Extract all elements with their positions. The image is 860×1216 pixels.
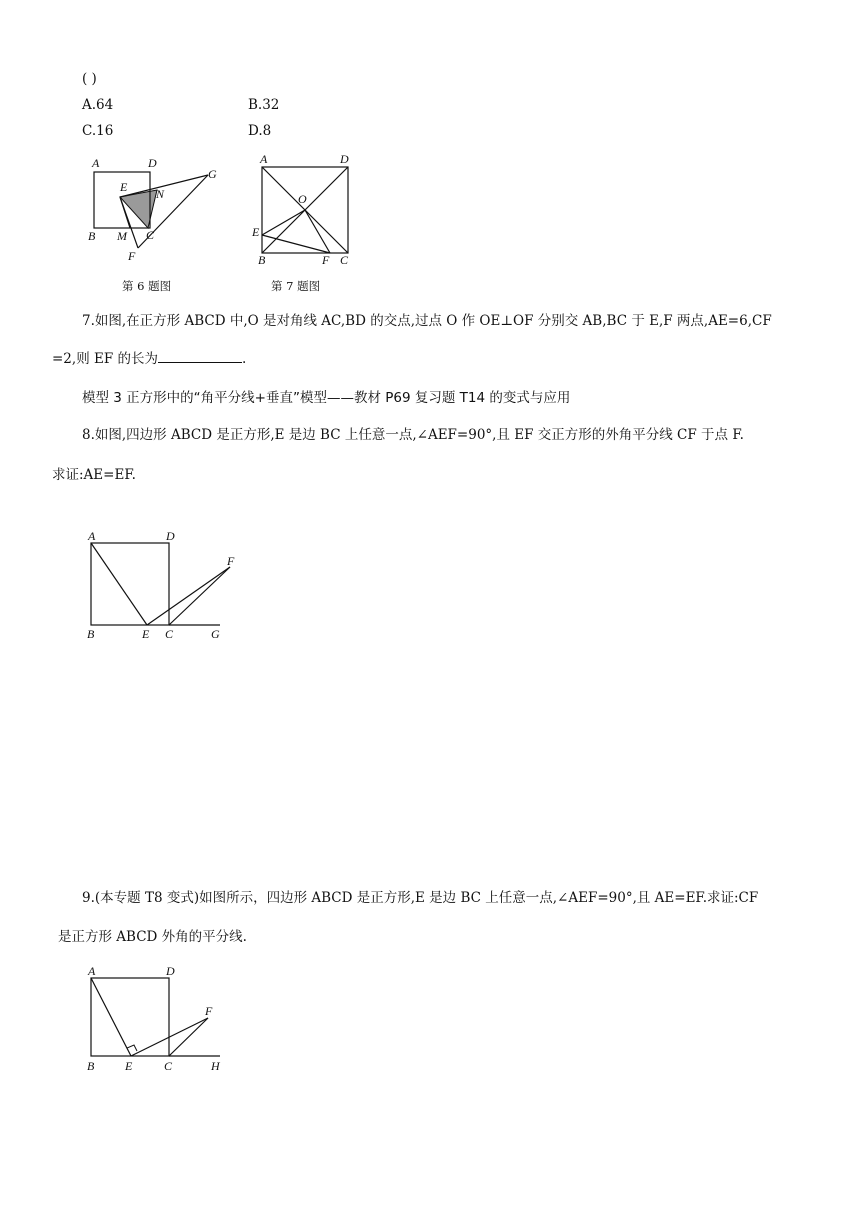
label-n: N — [156, 187, 165, 201]
q7-text-line2 — [52, 350, 246, 368]
q7-text-line2-end: . — [242, 351, 247, 367]
q6-option-d: D.8 — [248, 123, 272, 139]
label-b: B — [258, 253, 266, 267]
segment-ef — [262, 235, 330, 253]
label-f: F — [227, 554, 235, 568]
label-b: B — [87, 1059, 95, 1073]
label-g: G — [211, 627, 220, 641]
label-e: E — [252, 225, 260, 239]
label-b: B — [88, 229, 96, 243]
label-h: H — [211, 1059, 220, 1073]
figure-q7 — [250, 150, 370, 300]
segment-ef — [147, 567, 230, 625]
q6-option-c: C.16 — [82, 123, 114, 139]
label-b: B — [87, 627, 95, 641]
label-a: A — [88, 964, 96, 978]
label-f: F — [205, 1004, 213, 1018]
label-d: D — [166, 529, 175, 543]
label-e: E — [120, 180, 128, 194]
label-a: A — [260, 152, 268, 166]
label-c: C — [340, 253, 349, 267]
label-c: C — [164, 1059, 173, 1073]
q7-answer-blank[interactable] — [158, 350, 242, 363]
q8-text-line2: 求证:AE=EF. — [52, 467, 136, 483]
label-g: G — [208, 167, 217, 181]
q9-text-line2: 是正方形 ABCD 外角的平分线. — [58, 929, 247, 945]
label-f: F — [128, 249, 136, 263]
figure-q9 — [80, 960, 250, 1080]
q6-answer-paren: ( ) — [82, 71, 97, 87]
label-d: D — [166, 964, 175, 978]
label-e: E — [125, 1059, 133, 1073]
model3-heading: 模型 3 正方形中的“角平分线+垂直”模型——教材 P69 复习题 T14 的变式与应用 — [82, 390, 571, 406]
q9-text-line1: 9.(本专题 T8 变式)如图所示，四边形 ABCD 是正方形,E 是边 BC 上任意一点,∠AEF=90°,且 AE=EF.求证:CF — [82, 890, 759, 906]
figure-q6-caption: 第 6 题图 — [122, 279, 172, 293]
segment-ae — [91, 543, 147, 625]
square-abcd — [91, 978, 169, 1056]
label-a: A — [88, 529, 96, 543]
segment-ae — [91, 978, 131, 1056]
label-m: M — [117, 229, 127, 243]
square-abcd — [91, 543, 169, 625]
label-e: E — [142, 627, 150, 641]
label-o: O — [298, 192, 307, 206]
q6-option-a: A.64 — [82, 97, 114, 113]
figure-q6 — [80, 150, 230, 300]
label-d: D — [340, 152, 349, 166]
label-a: A — [92, 156, 100, 170]
q8-text-line1: 8.如图,四边形 ABCD 是正方形,E 是边 BC 上任意一点,∠AEF=90°,且 EF 交正方形的外角平分线 CF 于点 F. — [82, 427, 744, 443]
label-c: C — [165, 627, 174, 641]
q6-option-b: B.32 — [248, 97, 280, 113]
label-d: D — [148, 156, 157, 170]
figure-q8 — [80, 525, 250, 645]
q7-text-line1: 7.如图,在正方形 ABCD 中,O 是对角线 AC,BD 的交点,过点 O 作 OE⊥OF 分别交 AB,BC 于 E,F 两点,AE=6,CF — [82, 313, 772, 329]
figure-q7-caption: 第 7 题图 — [271, 279, 321, 293]
segment-cf — [169, 1018, 208, 1056]
segment-cf — [169, 567, 230, 625]
q7-text-line2-start: =2,则 EF 的长为 — [52, 351, 158, 367]
label-c: C — [146, 228, 155, 242]
label-f: F — [322, 253, 330, 267]
